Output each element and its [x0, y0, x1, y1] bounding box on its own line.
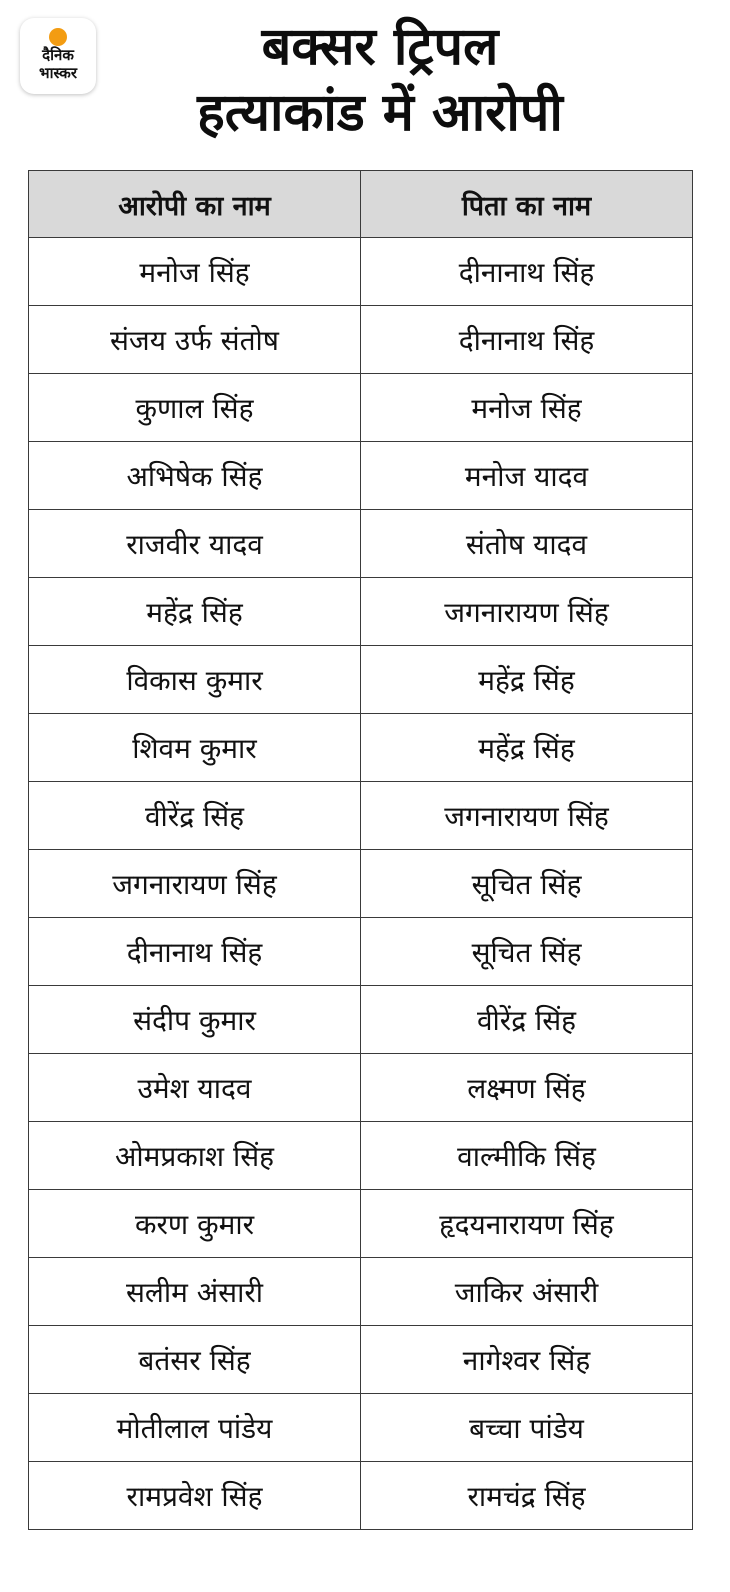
father-name-cell: दीनानाथ सिंह	[361, 238, 693, 306]
accused-table	[28, 170, 693, 1530]
accused-name-cell: संदीप कुमार	[29, 986, 361, 1054]
father-name-cell: मनोज सिंह	[361, 374, 693, 442]
accused-name-cell: वीरेंद्र सिंह	[29, 782, 361, 850]
father-name-cell: सूचित सिंह	[361, 850, 693, 918]
father-name-cell: जगनारायण सिंह	[361, 578, 693, 646]
accused-name-cell: राजवीर यादव	[29, 510, 361, 578]
table-row	[29, 646, 693, 714]
accused-name-cell: ओमप्रकाश सिंह	[29, 1122, 361, 1190]
table-row	[29, 578, 693, 646]
father-name-cell: हृदयनारायण सिंह	[361, 1190, 693, 1258]
column-header-accused-name: आरोपी का नाम	[29, 171, 361, 238]
father-name-cell: नागेश्वर सिंह	[361, 1326, 693, 1394]
accused-name-cell: संजय उर्फ संतोष	[29, 306, 361, 374]
father-name-cell: जगनारायण सिंह	[361, 782, 693, 850]
accused-name-cell: उमेश यादव	[29, 1054, 361, 1122]
table-body	[29, 238, 693, 1530]
logo-text-line2: भास्कर	[39, 64, 77, 82]
table-row	[29, 510, 693, 578]
column-header-father-name: पिता का नाम	[361, 171, 693, 238]
accused-name-cell: महेंद्र सिंह	[29, 578, 361, 646]
accused-name-cell: मोतीलाल पांडेय	[29, 1394, 361, 1462]
table-header	[29, 171, 693, 238]
father-name-cell: वाल्मीकि सिंह	[361, 1122, 693, 1190]
accused-name-cell: मनोज सिंह	[29, 238, 361, 306]
father-name-cell: जाकिर अंसारी	[361, 1258, 693, 1326]
table-row	[29, 1326, 693, 1394]
table-row	[29, 442, 693, 510]
accused-name-cell: शिवम कुमार	[29, 714, 361, 782]
father-name-cell: महेंद्र सिंह	[361, 714, 693, 782]
accused-name-cell: सलीम अंसारी	[29, 1258, 361, 1326]
table-row	[29, 1462, 693, 1530]
table-row	[29, 714, 693, 782]
father-name-cell: महेंद्र सिंह	[361, 646, 693, 714]
father-name-cell: संतोष यादव	[361, 510, 693, 578]
table-row	[29, 782, 693, 850]
father-name-cell: सूचित सिंह	[361, 918, 693, 986]
sun-dot-icon	[49, 28, 67, 46]
table-row	[29, 918, 693, 986]
father-name-cell: लक्ष्मण सिंह	[361, 1054, 693, 1122]
father-name-cell: रामचंद्र सिंह	[361, 1462, 693, 1530]
dainik-bhaskar-logo	[20, 18, 96, 94]
table-row	[29, 374, 693, 442]
accused-name-cell: कुणाल सिंह	[29, 374, 361, 442]
father-name-cell: बच्चा पांडेय	[361, 1394, 693, 1462]
table-row	[29, 986, 693, 1054]
accused-name-cell: बतंसर सिंह	[29, 1326, 361, 1394]
father-name-cell: दीनानाथ सिंह	[361, 306, 693, 374]
accused-name-cell: दीनानाथ सिंह	[29, 918, 361, 986]
table-row	[29, 1122, 693, 1190]
accused-name-cell: करण कुमार	[29, 1190, 361, 1258]
table-row	[29, 306, 693, 374]
table-row	[29, 850, 693, 918]
father-name-cell: वीरेंद्र सिंह	[361, 986, 693, 1054]
table-row	[29, 1258, 693, 1326]
title-line2: हत्याकांड में आरोपी	[197, 83, 563, 143]
table-row	[29, 1394, 693, 1462]
accused-name-cell: अभिषेक सिंह	[29, 442, 361, 510]
table-row	[29, 1054, 693, 1122]
table-row	[29, 1190, 693, 1258]
header-row	[29, 171, 693, 238]
page-title	[100, 14, 660, 146]
father-name-cell: मनोज यादव	[361, 442, 693, 510]
logo-text-line1: दैनिक	[42, 46, 74, 64]
accused-name-cell: रामप्रवेश सिंह	[29, 1462, 361, 1530]
title-line1: बक्सर ट्रिपल	[261, 17, 499, 77]
accused-name-cell: जगनारायण सिंह	[29, 850, 361, 918]
accused-name-cell: विकास कुमार	[29, 646, 361, 714]
table-row	[29, 238, 693, 306]
